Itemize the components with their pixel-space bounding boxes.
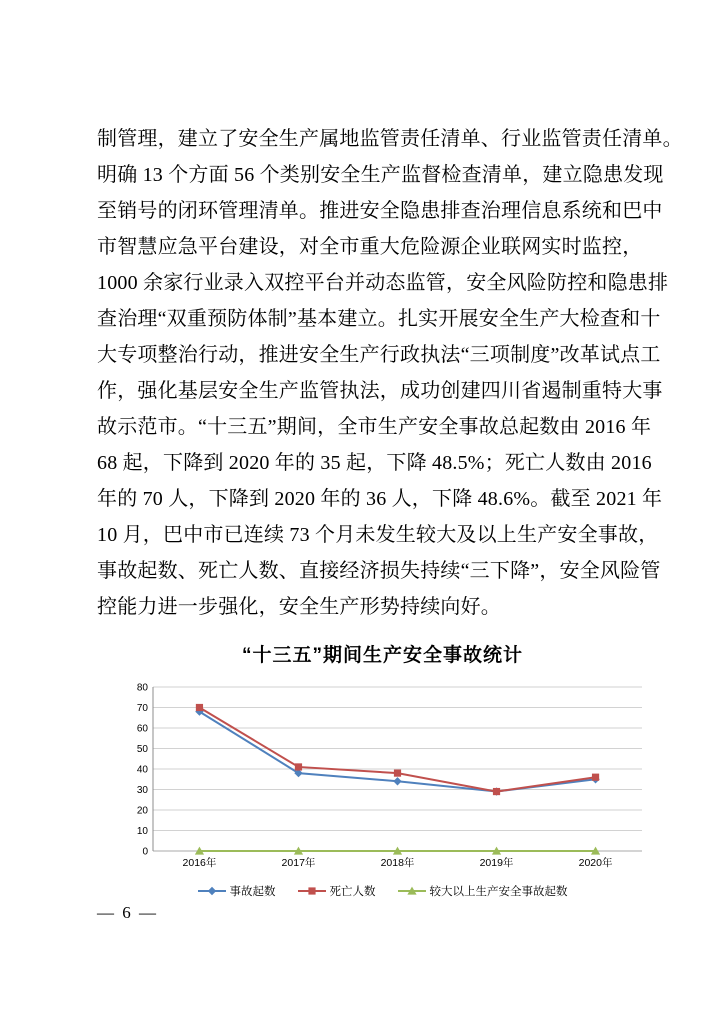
text-line: 68 起，下降到 2020 年的 35 起，下降 48.5%；死亡人数由 2016 [97, 452, 652, 474]
x-tick-label: 2018年 [380, 857, 415, 869]
y-tick-label: 40 [136, 764, 148, 776]
y-tick-label: 60 [136, 723, 148, 735]
chart-legend [115, 883, 650, 899]
legend-marker [308, 887, 315, 894]
series-marker [393, 777, 401, 785]
body-text [97, 121, 683, 625]
legend-item [298, 883, 376, 899]
text-line: 明确 13 个方面 56 个类别安全生产监督检查清单，建立隐患发现 [97, 164, 664, 186]
y-tick-label: 20 [136, 805, 148, 817]
legend-marker-icon [298, 885, 326, 897]
text-line: 年的 70 人，下降到 2020 年的 36 人，下降 48.6%。截至 2021 年 [97, 488, 663, 510]
page-number: — 6 — [97, 903, 158, 922]
text-line: 事故起数、死亡人数、直接经济损失持续“三下降”，安全风险管 [97, 560, 661, 582]
chart-title: “十三五”期间生产安全事故统计 [241, 645, 523, 666]
text-line: 制管理，建立了安全生产属地监管责任清单、行业监管责任清单。 [97, 128, 683, 150]
series-marker [196, 704, 203, 711]
legend-label: 较大以上生产安全事故起数 [429, 886, 568, 898]
series-marker [493, 788, 500, 795]
y-tick-label: 50 [136, 744, 148, 755]
x-tick-label: 2017年 [281, 857, 316, 869]
legend-marker-icon [398, 885, 426, 897]
text-line: 查治理“双重预防体制”基本建立。扎实开展安全生产大检查和十 [97, 308, 661, 330]
y-tick-label: 0 [142, 846, 148, 858]
x-tick-label: 2020年 [578, 857, 613, 869]
y-tick-label: 30 [136, 785, 148, 796]
x-tick-label: 2019年 [479, 857, 514, 869]
y-tick-label: 80 [136, 682, 148, 694]
legend-marker [207, 887, 215, 895]
y-tick-label: 10 [136, 826, 148, 837]
legend-marker-icon [198, 885, 226, 897]
text-line: 作，强化基层安全生产监管执法，成功创建四川省遏制重特大事 [97, 380, 663, 402]
line-chart [115, 677, 650, 879]
series-marker [592, 774, 599, 781]
y-tick-label: 70 [136, 703, 148, 714]
series-marker [295, 763, 302, 770]
text-line: 故示范市。“十三五”期间，全市生产安全事故总起数由 2016 年 [97, 416, 652, 438]
text-line: 至销号的闭环管理清单。推进安全隐患排查治理信息系统和巴中 [97, 200, 663, 222]
text-line: 市智慧应急平台建设，对全市重大危险源企业联网实时监控， [97, 236, 643, 258]
legend-label: 事故起数 [229, 886, 276, 898]
legend-item [398, 883, 568, 899]
chart-block [115, 640, 650, 899]
text-line: 控能力进一步强化，安全生产形势持续向好。 [97, 596, 501, 618]
x-tick-label: 2016年 [182, 857, 217, 869]
legend-item [198, 883, 276, 899]
legend-label: 死亡人数 [329, 886, 376, 898]
text-line: 10 月，巴中市已连续 73 个月未发生较大及以上生产安全事故， [97, 524, 659, 546]
text-line: 1000 余家行业录入双控平台并动态监管，安全风险防控和隐患排 [97, 272, 669, 294]
text-line: 大专项整治行动，推进安全生产行政执法“三项制度”改革试点工 [97, 344, 661, 366]
series-marker [394, 770, 401, 777]
